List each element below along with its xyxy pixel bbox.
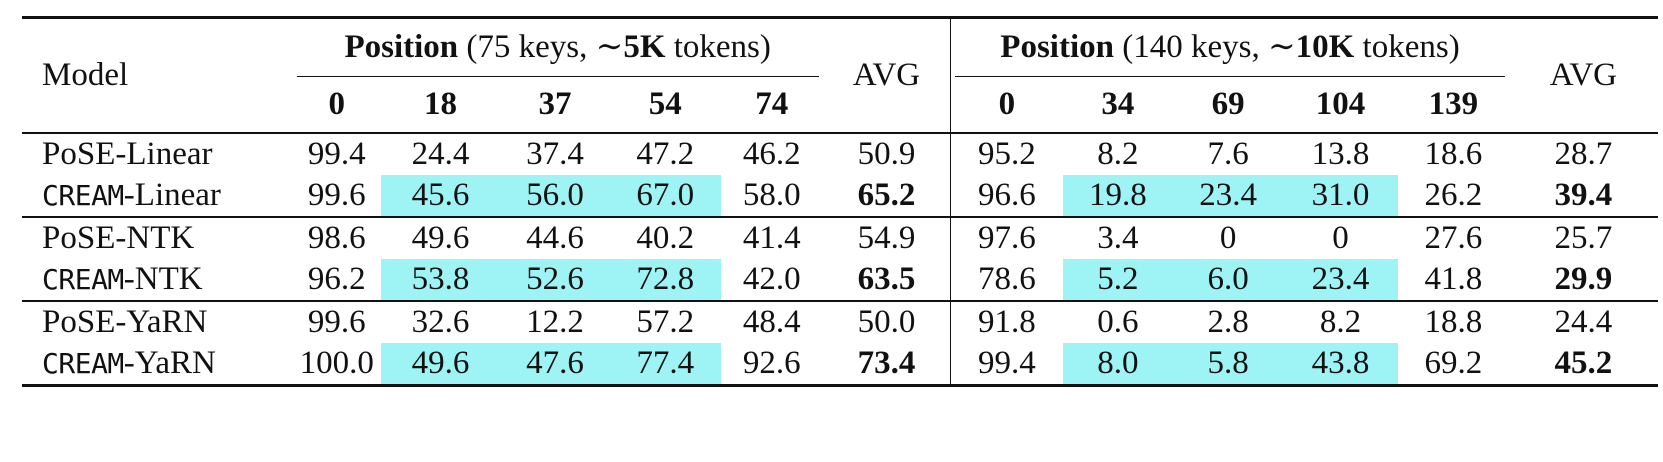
group-140-token-count: 10K	[1295, 29, 1355, 66]
table-row-cream-ntk	[22, 259, 1658, 301]
value-cell: 46.2	[742, 135, 801, 172]
highlighted-value-cell: 72.8	[610, 259, 721, 301]
highlighted-value-cell: 19.8	[1063, 175, 1174, 217]
highlighted-value-cell: 49.6	[381, 343, 500, 386]
results-table	[22, 16, 1658, 387]
value-cell: 47.2	[636, 135, 695, 172]
position-header-140-139: 139	[1428, 85, 1479, 122]
avg-cell: 54.9	[857, 219, 916, 256]
model-name-cell	[22, 343, 293, 386]
group-header-140-keys	[951, 18, 1509, 77]
value-cell: 49.6	[411, 219, 470, 256]
value-cell: 44.6	[526, 219, 584, 256]
table-row-cream-linear	[22, 175, 1658, 217]
model-suffix: -Linear	[115, 135, 213, 172]
best-avg-cell: 65.2	[857, 176, 916, 213]
model-prefix: CREAM	[42, 346, 124, 380]
highlighted-value-cell: 53.8	[381, 259, 500, 301]
value-cell: 96.2	[307, 260, 366, 297]
avg-cell: 50.9	[857, 135, 916, 172]
model-prefix: PoSE	[42, 303, 116, 340]
value-cell: 99.4	[951, 343, 1063, 386]
model-suffix: -YaRN	[115, 303, 208, 340]
value-cell: 96.6	[951, 175, 1063, 217]
value-cell: 12.2	[526, 303, 584, 340]
model-suffix: -NTK	[123, 260, 203, 297]
value-cell: 8.2	[1319, 303, 1362, 340]
model-prefix: CREAM	[42, 178, 124, 212]
group-140-title-bold: Position	[1000, 29, 1114, 66]
value-cell: 0	[1332, 219, 1349, 256]
position-header-75-37: 37	[538, 85, 572, 122]
best-avg-cell: 63.5	[857, 260, 916, 297]
model-suffix: -Linear	[123, 176, 221, 213]
value-cell: 24.4	[411, 135, 470, 172]
highlighted-value-cell: 56.0	[500, 175, 610, 217]
group-140-paren-close: tokens)	[1354, 29, 1460, 66]
table-row-cream-yarn	[22, 343, 1658, 386]
highlighted-value-cell: 6.0	[1173, 259, 1283, 301]
model-suffix: -YaRN	[123, 344, 216, 381]
model-name-cell	[22, 217, 293, 259]
table-row-pose-ntk	[22, 217, 1658, 259]
value-cell: 18.6	[1424, 135, 1483, 172]
highlighted-value-cell: 43.8	[1283, 343, 1398, 386]
highlighted-value-cell: 52.6	[500, 259, 610, 301]
value-cell: 78.6	[951, 259, 1063, 301]
value-cell: 69.2	[1424, 344, 1483, 381]
value-cell: 0.6	[1097, 303, 1139, 340]
avg-cell: 28.7	[1554, 135, 1613, 172]
group-75-paren-open: (75 keys, ∼	[458, 29, 624, 66]
value-cell: 98.6	[307, 219, 366, 256]
avg-column-header-140: AVG	[1549, 56, 1618, 93]
avg-column-header-75: AVG	[852, 56, 921, 93]
value-cell: 100.0	[299, 344, 374, 381]
value-cell: 40.2	[636, 219, 695, 256]
position-header-140-69: 69	[1211, 85, 1245, 122]
position-header-140-104: 104	[1315, 85, 1366, 122]
value-cell: 3.4	[1097, 219, 1139, 256]
position-header-140-34: 34	[1101, 85, 1135, 122]
best-avg-cell: 45.2	[1554, 344, 1613, 381]
avg-cell: 24.4	[1554, 303, 1613, 340]
highlighted-value-cell: 47.6	[500, 343, 610, 386]
highlighted-value-cell: 5.8	[1173, 343, 1283, 386]
highlighted-value-cell: 31.0	[1283, 175, 1398, 217]
value-cell: 2.8	[1207, 303, 1249, 340]
model-name-cell	[22, 175, 293, 217]
group-75-token-count: 5K	[623, 29, 666, 66]
highlighted-value-cell: 23.4	[1173, 175, 1283, 217]
value-cell: 99.4	[307, 135, 366, 172]
group-75-paren-close: tokens)	[665, 29, 771, 66]
value-cell: 42.0	[742, 260, 801, 297]
model-prefix: PoSE	[42, 135, 116, 172]
best-avg-cell: 39.4	[1554, 176, 1613, 213]
value-cell: 37.4	[526, 135, 584, 172]
value-cell: 92.6	[742, 344, 801, 381]
avg-cell: 50.0	[857, 303, 916, 340]
table-row-pose-linear	[22, 133, 1658, 175]
value-cell: 41.8	[1424, 260, 1483, 297]
value-cell: 91.8	[951, 301, 1063, 343]
value-cell: 95.2	[951, 133, 1063, 175]
value-cell: 7.6	[1207, 135, 1249, 172]
group-75-title-bold: Position	[344, 29, 459, 66]
highlighted-value-cell: 45.6	[381, 175, 500, 217]
value-cell: 32.6	[411, 303, 470, 340]
value-cell: 0	[1219, 219, 1237, 256]
value-cell: 41.4	[742, 219, 801, 256]
highlighted-value-cell: 8.0	[1063, 343, 1174, 386]
value-cell: 57.2	[636, 303, 695, 340]
group-140-paren-open: (140 keys, ∼	[1113, 29, 1296, 66]
model-name-cell	[22, 301, 293, 343]
model-column-header: Model	[42, 56, 129, 93]
model-suffix: -NTK	[115, 219, 195, 256]
position-header-75-54: 54	[648, 85, 682, 122]
value-cell: 13.8	[1311, 135, 1370, 172]
table-row-pose-yarn	[22, 301, 1658, 343]
model-name-cell	[22, 133, 293, 175]
value-cell: 58.0	[742, 176, 801, 213]
avg-cell: 25.7	[1554, 219, 1613, 256]
value-cell: 48.4	[742, 303, 801, 340]
value-cell: 99.6	[307, 176, 366, 213]
value-cell: 26.2	[1424, 176, 1483, 213]
model-prefix: PoSE	[42, 219, 116, 256]
position-header-75-74: 74	[755, 85, 789, 122]
model-prefix: CREAM	[42, 262, 124, 296]
highlighted-value-cell: 23.4	[1283, 259, 1398, 301]
position-header-140-0: 0	[951, 77, 1063, 133]
best-avg-cell: 73.4	[857, 344, 916, 381]
model-name-cell	[22, 259, 293, 301]
highlighted-value-cell: 67.0	[610, 175, 721, 217]
group-header-75-keys	[293, 18, 823, 77]
highlighted-value-cell: 5.2	[1063, 259, 1174, 301]
value-cell: 99.6	[307, 303, 366, 340]
value-cell: 97.6	[951, 217, 1063, 259]
header-group-row	[22, 18, 1658, 77]
best-avg-cell: 29.9	[1554, 260, 1613, 297]
position-header-75-0: 0	[328, 85, 345, 122]
value-cell: 8.2	[1097, 135, 1139, 172]
value-cell: 18.8	[1424, 303, 1483, 340]
highlighted-value-cell: 77.4	[610, 343, 721, 386]
position-header-75-18: 18	[424, 85, 458, 122]
value-cell: 27.6	[1424, 219, 1483, 256]
